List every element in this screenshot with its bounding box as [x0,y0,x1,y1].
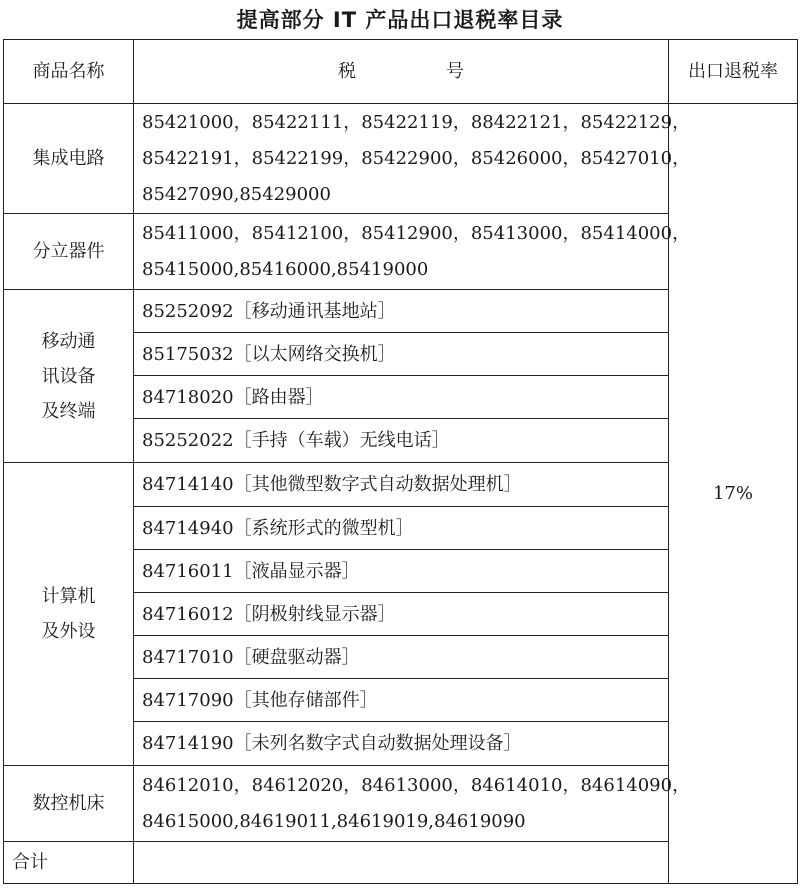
category-integrated-circuits: 集成电路 [4,104,134,214]
category-line: 计算机 [41,586,96,607]
page-title: 提高部分 IT 产品出口退税率目录 [236,8,564,32]
codes-cnc-machine-tools [134,766,691,842]
category-line: 讯设备 [41,365,96,387]
item-mobile: 84718020［路由器］ [134,376,669,419]
row-integrated-circuits [4,104,798,214]
item-computer: 84714940［系统形式的微型机］ [134,507,669,550]
item-computer: 84716011［液晶显示器］ [134,550,669,593]
item-computer: 84717090［其他存储部件］ [134,679,669,722]
total-value [134,842,669,884]
header-rebate-rate: 出口退税率 [669,40,798,104]
code-line: 85411000，85412100，85412900，85413000，85414000， [142,222,691,244]
code-line: 85427090,85429000 [142,183,331,205]
item-computer: 84717010［硬盘驱动器］ [134,636,669,679]
code-line: 84612010，84612020，84613000，84614010，84614090， [142,774,691,796]
tax-rebate-table [3,39,798,884]
item-computer: 84716012［阴极射线显示器］ [134,593,669,636]
item-mobile: 85175032［以太网络交换机］ [134,333,669,376]
header-tax-number [134,40,669,104]
header-row [4,40,798,104]
code-line: 85421000，85422111，85422119，88422121，85422129， [142,111,691,133]
codes-integrated-circuits [134,104,691,214]
item-computer: 84714140［其他微型数字式自动数据处理机］ [134,463,669,507]
code-line: 85422191，85422199，85422900，85426000，85427010， [142,147,691,169]
category-discrete-devices: 分立器件 [4,214,134,290]
code-line: 84615000,84619011,84619019,84619090 [142,810,526,832]
category-line: 及终端 [41,400,96,422]
codes-discrete-devices [134,214,691,290]
category-computers-peripherals [4,463,134,766]
category-line: 移动通 [41,330,96,352]
header-tax-number-char-2: 号 [446,61,464,82]
item-mobile: 85252092［移动通讯基地站］ [134,290,669,333]
code-line: 85415000,85416000,85419000 [142,258,429,280]
item-computer: 84714190［未列名数字式自动数据处理设备］ [134,722,669,766]
header-product-name: 商品名称 [4,40,134,104]
category-mobile-communication [4,290,134,463]
item-mobile: 85252022［手持（车载）无线电话］ [134,419,669,463]
rebate-rate-value: 17% [669,104,798,884]
category-cnc-machine-tools: 数控机床 [4,766,134,842]
total-label: 合计 [4,842,134,884]
header-tax-number-char-1: 税 [338,61,356,82]
category-line: 及外设 [41,621,96,642]
